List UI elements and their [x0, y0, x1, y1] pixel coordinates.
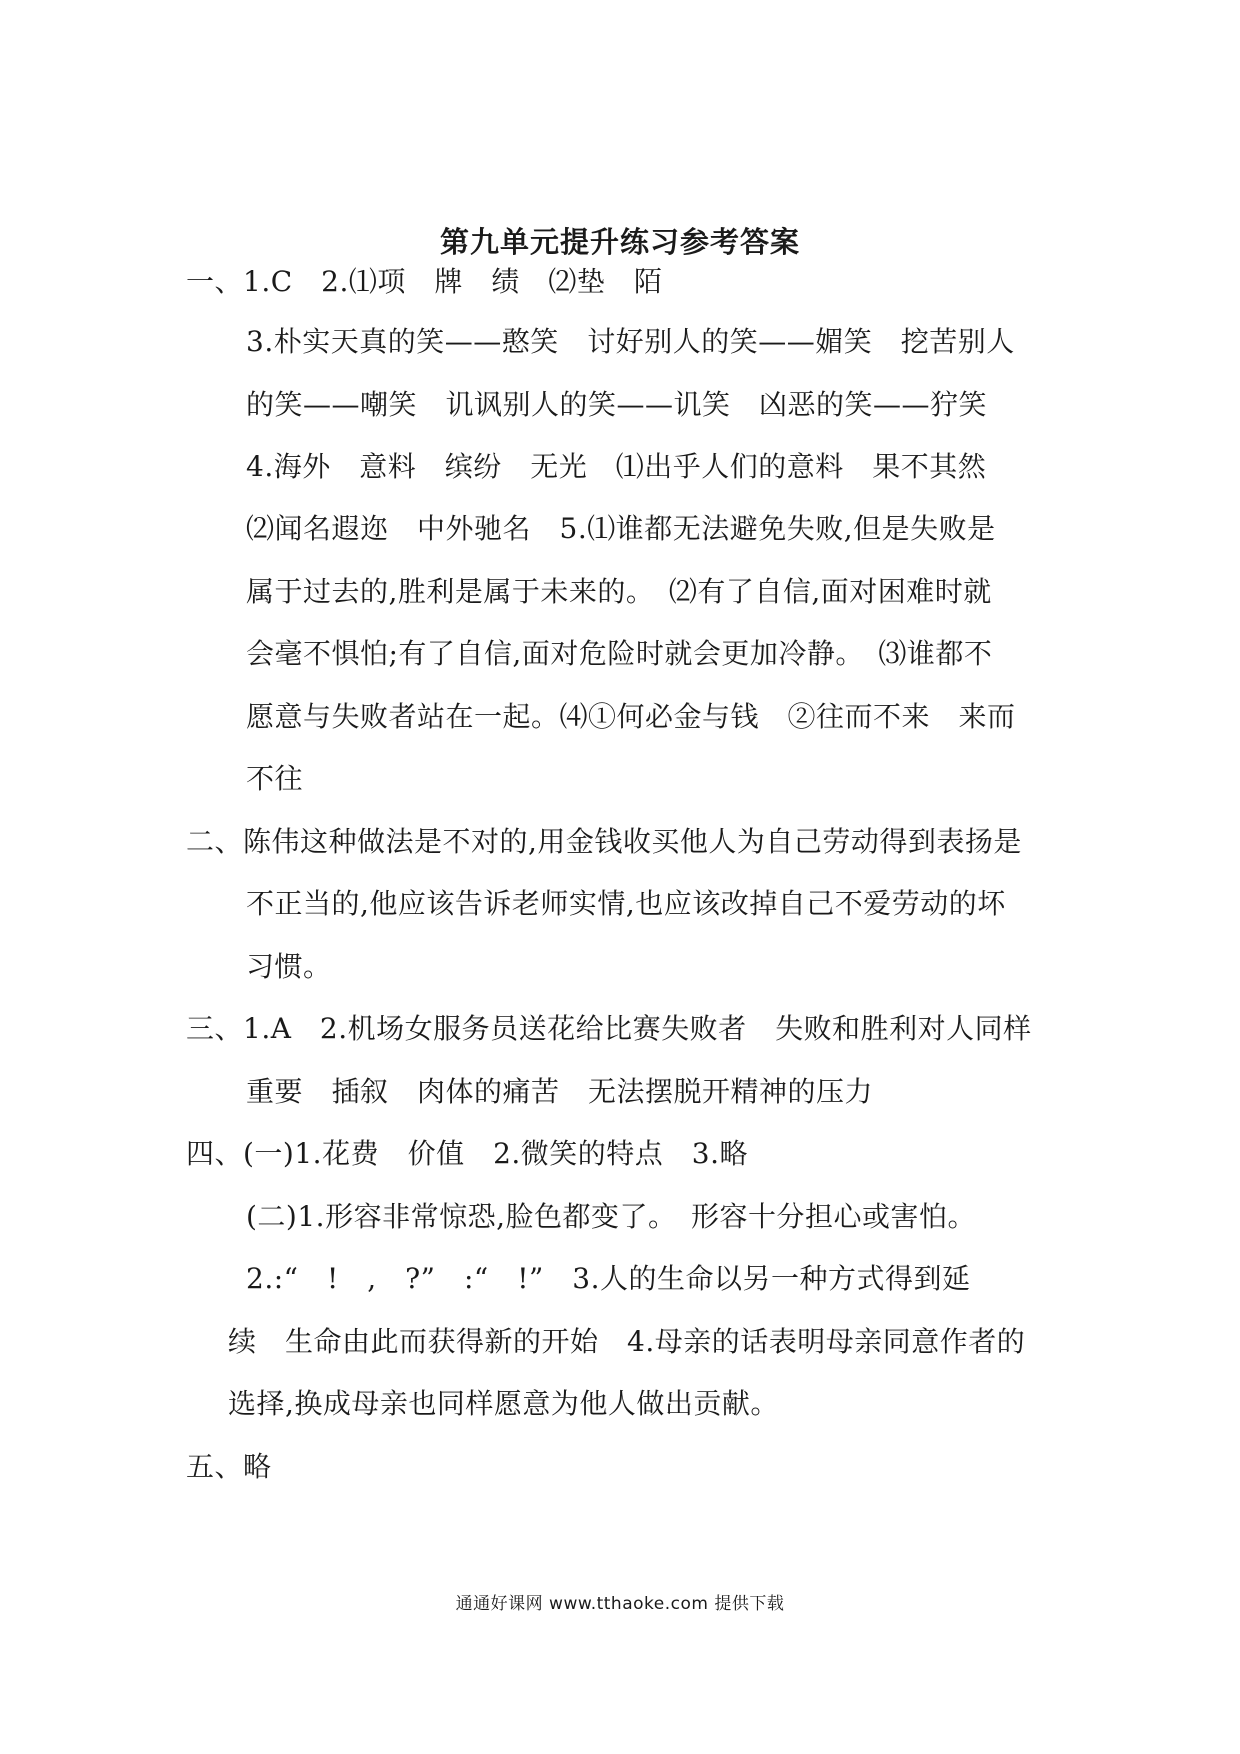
answer-line-6: 属于过去的,胜利是属于未来的。 ⑵有了自信,面对困难时就 — [246, 575, 992, 608]
answer-line-11: 不正当的,他应该告诉老师实情,也应该改掉自己不爱劳动的坏 — [246, 887, 1006, 920]
answer-line-13: 三、1.A 2.机场女服务员送花给比赛失败者 失败和胜利对人同样 — [186, 1012, 1032, 1045]
answer-line-3: 的笑——嘲笑 讥讽别人的笑——讥笑 凶恶的笑——狞笑 — [246, 388, 988, 421]
answer-line-1: 一、1.C 2.⑴项 牌 绩 ⑵垫 陌 — [186, 265, 663, 298]
answer-line-15: 四、(一)1.花费 价值 2.微笑的特点 3.略 — [186, 1137, 748, 1170]
footer-text: 通通好课网 www.tthaoke.com 提供下载 — [455, 1594, 785, 1614]
page-title: 第九单元提升练习参考答案 — [439, 225, 800, 259]
answer-line-10: 二、陈伟这种做法是不对的,用金钱收买他人为自己劳动得到表扬是 — [186, 825, 1022, 858]
answer-line-16: (二)1.形容非常惊恐,脸色都变了。 形容十分担心或害怕。 — [246, 1200, 976, 1233]
answer-line-2: 3.朴实天真的笑——憨笑 讨好别人的笑——媚笑 挖苦别人 — [246, 325, 1015, 358]
answer-line-5: ⑵闻名遐迩 中外驰名 5.⑴谁都无法避免失败,但是失败是 — [246, 512, 996, 545]
answer-line-20: 五、略 — [186, 1450, 272, 1483]
answer-line-8: 愿意与失败者站在一起。⑷①何必金与钱 ②往而不来 来而 — [246, 700, 1016, 733]
answer-line-9: 不往 — [246, 762, 304, 795]
answer-line-12: 习惯。 — [246, 950, 332, 983]
answer-line-4: 4.海外 意料 缤纷 无光 ⑴出乎人们的意料 果不其然 — [246, 450, 987, 483]
answer-line-18: 续 生命由此而获得新的开始 4.母亲的话表明母亲同意作者的 — [228, 1325, 1026, 1358]
answer-line-14: 重要 插叙 肉体的痛苦 无法摆脱开精神的压力 — [246, 1075, 874, 1108]
answer-line-7: 会毫不惧怕;有了自信,面对危险时就会更加冷静。 ⑶谁都不 — [246, 637, 993, 670]
answer-line-19: 选择,换成母亲也同样愿意为他人做出贡献。 — [228, 1387, 779, 1420]
answer-line-17: 2.:“ ! , ?” :“ !” 3.人的生命以另一种方式得到延 — [246, 1262, 971, 1295]
